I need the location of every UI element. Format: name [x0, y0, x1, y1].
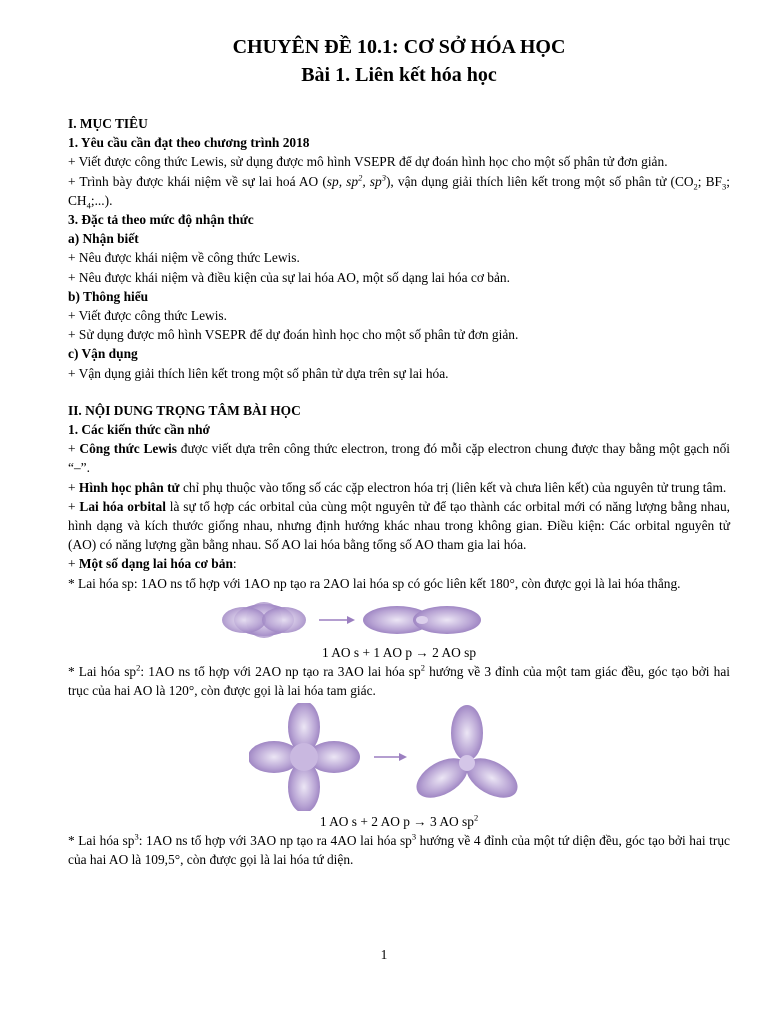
lesson-title: Bài 1. Liên kết hóa học: [301, 64, 497, 86]
reaction-arrow-icon: [374, 753, 407, 761]
sp2-orbital-diagram: [249, 703, 549, 811]
sp2-caption: 1 AO s + 2 AO p → 3 AO $sp^2$: [319, 812, 479, 830]
section-1-heading: I. MỤC TIÊU: [68, 116, 148, 131]
understanding-heading: b) Thông hiểu: [68, 288, 149, 304]
lewis-paragraph: + Công thức Lewis được viết dựa trên công thức electron, trong đó mỗi cặp electron chung được thay bằng một gạch nối “–”.: [68, 441, 731, 476]
sp-paragraph: * Lai hóa sp: 1AO ns tổ hợp với 1AO np tạo ra 2AO lai hóa sp có góc liên kết 180°, còn được gọi là lai hóa thẳng.: [68, 575, 681, 591]
sp-hybrid-orbitals-icon: [363, 606, 481, 634]
knowledge-heading: 1. Các kiến thức cần nhớ: [68, 422, 210, 438]
application-item-1: + Vận dụng giải thích liên kết trong một số phân tử dựa trên sự lai hóa.: [68, 365, 449, 381]
sp-hybridization-figure: [68, 597, 730, 643]
s-p-orbitals-icon: [222, 602, 306, 638]
sp3-paragraph: * Lai hóa $sp^3$: 1AO ns tổ hợp với 3AO np tạo ra 4AO lai hóa $sp^3$ hướng về 4 đỉnh của một tứ diện đều, góc tạo bởi hai trục của hai AO là 109,5°, còn được gọi là lai hóa tứ diện.: [68, 831, 730, 868]
hybridization-paragraph: + Lai hóa orbital là sự tổ hợp các orbital của cùng một nguyên tử để tạo thành các orbital mới có năng lượng bằng nhau, hình dạng và kích thước giống nhau, nhưng định hướng khác nhau trong không gian. Điều kiện: Các orbital nguyên tử (AO) có năng lượng gần bằng nhau. Số AO lai hóa bằng tổng số AO tham gia lai hóa.: [68, 498, 731, 553]
recognition-item-1: + Nêu được khái niệm về công thức Lewis.: [68, 250, 300, 266]
page-number: 1: [380, 947, 388, 962]
s-p-p-orbitals-icon: [249, 703, 360, 811]
sp-orbital-diagram: [219, 598, 579, 642]
recognition-item-2: + Nêu được khái niệm và điều kiện của sự lai hóa AO, một số dạng lai hóa cơ bản.: [68, 269, 510, 285]
requirements-heading: 1. Yêu cầu cần đạt theo chương trình 2018: [68, 135, 310, 151]
sp-caption: 1 AO s + 1 AO p → 2 AO sp: [321, 644, 477, 660]
understanding-item-1: + Viết được công thức Lewis.: [68, 308, 227, 324]
section-2-heading: II. NỘI DUNG TRỌNG TÂM BÀI HỌC: [68, 402, 301, 418]
sp2-paragraph: * Lai hóa $sp^2$: 1AO ns tổ hợp với 2AO np tạo ra 3AO lai hóa $sp^2$ hướng về 3 đỉnh của một tam giác đều, góc tạo bởi hai trục của hai AO là 120°, còn được gọi là lai hóa tam giác.: [68, 662, 730, 699]
spec-heading: 3. Đặc tả theo mức độ nhận thức: [68, 212, 254, 228]
document-page: [68, 34, 730, 870]
application-heading: c) Vận dụng: [68, 346, 138, 362]
requirement-1: + Viết được công thức Lewis, sử dụng được mô hình VSEPR để dự đoán hình học cho một số phân tử đơn giản.: [68, 154, 668, 170]
recognition-heading: a) Nhận biết: [68, 231, 139, 247]
requirement-2: + Trình bày được khái niệm về sự lai hoá AO (sp, $sp^2$, $sp^3$), vận dụng giải thích liên kết trong một số phân tử ($CO_2$; $BF_3$; $CH_4$;...).: [68, 172, 730, 211]
reaction-arrow-icon: [319, 616, 355, 624]
hybridization-types-heading: + Một số dạng lai hóa cơ bản:: [68, 556, 237, 572]
sp2-hybrid-orbitals-icon: [410, 705, 524, 806]
molecular-shape-paragraph: + Hình học phân tử chỉ phụ thuộc vào tổng số các cặp electron hóa trị (liên kết và chưa liên kết) của nguyên tử trung tâm.: [68, 479, 727, 495]
sp2-hybridization-figure: [68, 702, 730, 812]
understanding-item-2: + Sử dụng được mô hình VSEPR để dự đoán hình học cho một số phân tử đơn giản.: [68, 327, 519, 343]
document-title: CHUYÊN ĐỀ 10.1: CƠ SỞ HÓA HỌC: [232, 36, 566, 58]
